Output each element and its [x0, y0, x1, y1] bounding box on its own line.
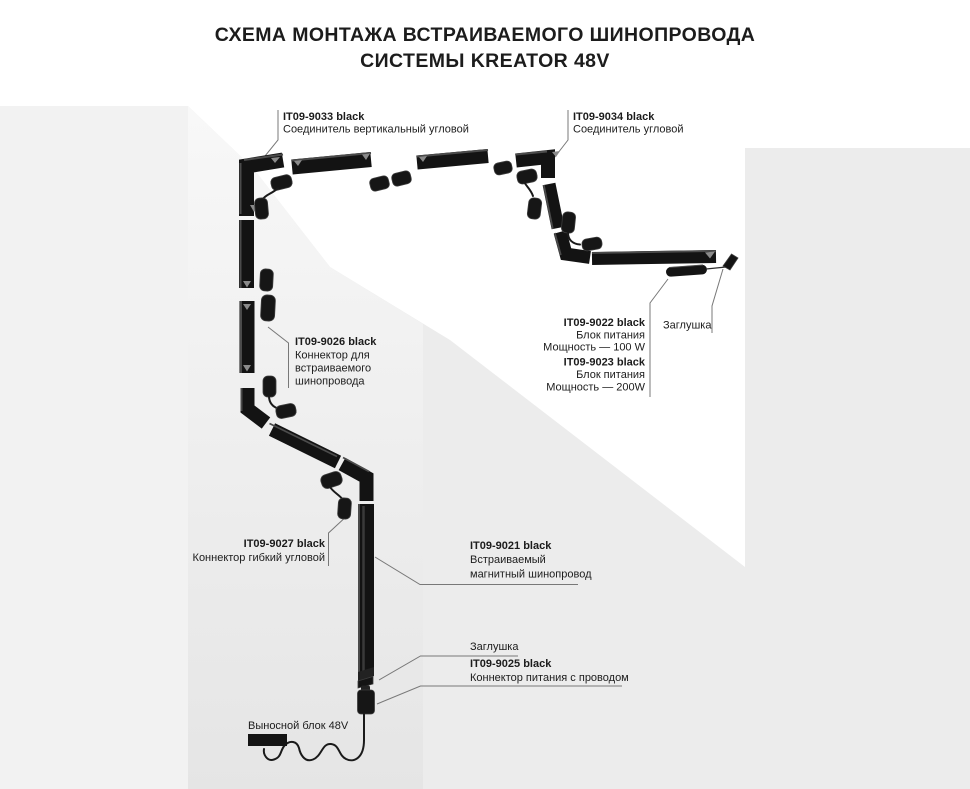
label-9023-code: IT09-9023 black [563, 356, 645, 369]
label-9023-desc1: Блок питания [576, 369, 645, 381]
remote-power-block [248, 734, 287, 746]
label-9023-desc2: Мощность — 200W [546, 381, 645, 394]
label-power-block: Выносной блок 48V [248, 720, 349, 732]
label-9027-desc: Коннектор гибкий угловой [192, 552, 325, 564]
label-9025-code: IT09-9025 black [470, 658, 552, 670]
title-line-1: СХЕМА МОНТАЖА ВСТРАИВАЕМОГО ШИНОПРОВОДА [214, 24, 756, 46]
label-9033-code: IT09-9033 black [283, 111, 365, 123]
track-segment-left-vertical-2 [241, 301, 251, 373]
label-9026-code: IT09-9026 black [295, 336, 377, 348]
label-9021-code: IT09-9021 black [470, 540, 552, 552]
title-line-2: СИСТЕМЫ KREATOR 48V [360, 50, 610, 72]
label-9034-desc: Соединитель угловой [573, 123, 684, 136]
label-9027-code: IT09-9027 black [243, 538, 325, 550]
label-9033-desc: Соединитель вертикальный угловой [283, 123, 469, 136]
label-9021-desc1: Встраиваемый [470, 554, 546, 566]
left-margin-plane [0, 106, 188, 789]
track-segment-long-vertical [358, 504, 374, 681]
label-9034-code: IT09-9034 black [573, 111, 655, 123]
label-9025-desc: Коннектор питания с проводом [470, 672, 629, 684]
label-9026-desc3: шинопровода [295, 375, 365, 388]
label-plug-top: Заглушка [663, 319, 712, 332]
label-9026-desc2: встраиваемого [295, 362, 372, 375]
label-9022-code: IT09-9022 black [563, 317, 645, 329]
label-9021-desc2: магнитный шинопровод [470, 568, 592, 581]
label-9022-desc1: Блок питания [576, 329, 645, 342]
label-9026-desc1: Коннектор для [295, 349, 370, 362]
track-segment-left-vertical-1 [241, 220, 252, 288]
label-plug-bottom: Заглушка [470, 641, 519, 653]
label-9022-desc2: Мощность — 100 W [543, 341, 645, 354]
track-segment-right-horizontal [592, 251, 716, 259]
